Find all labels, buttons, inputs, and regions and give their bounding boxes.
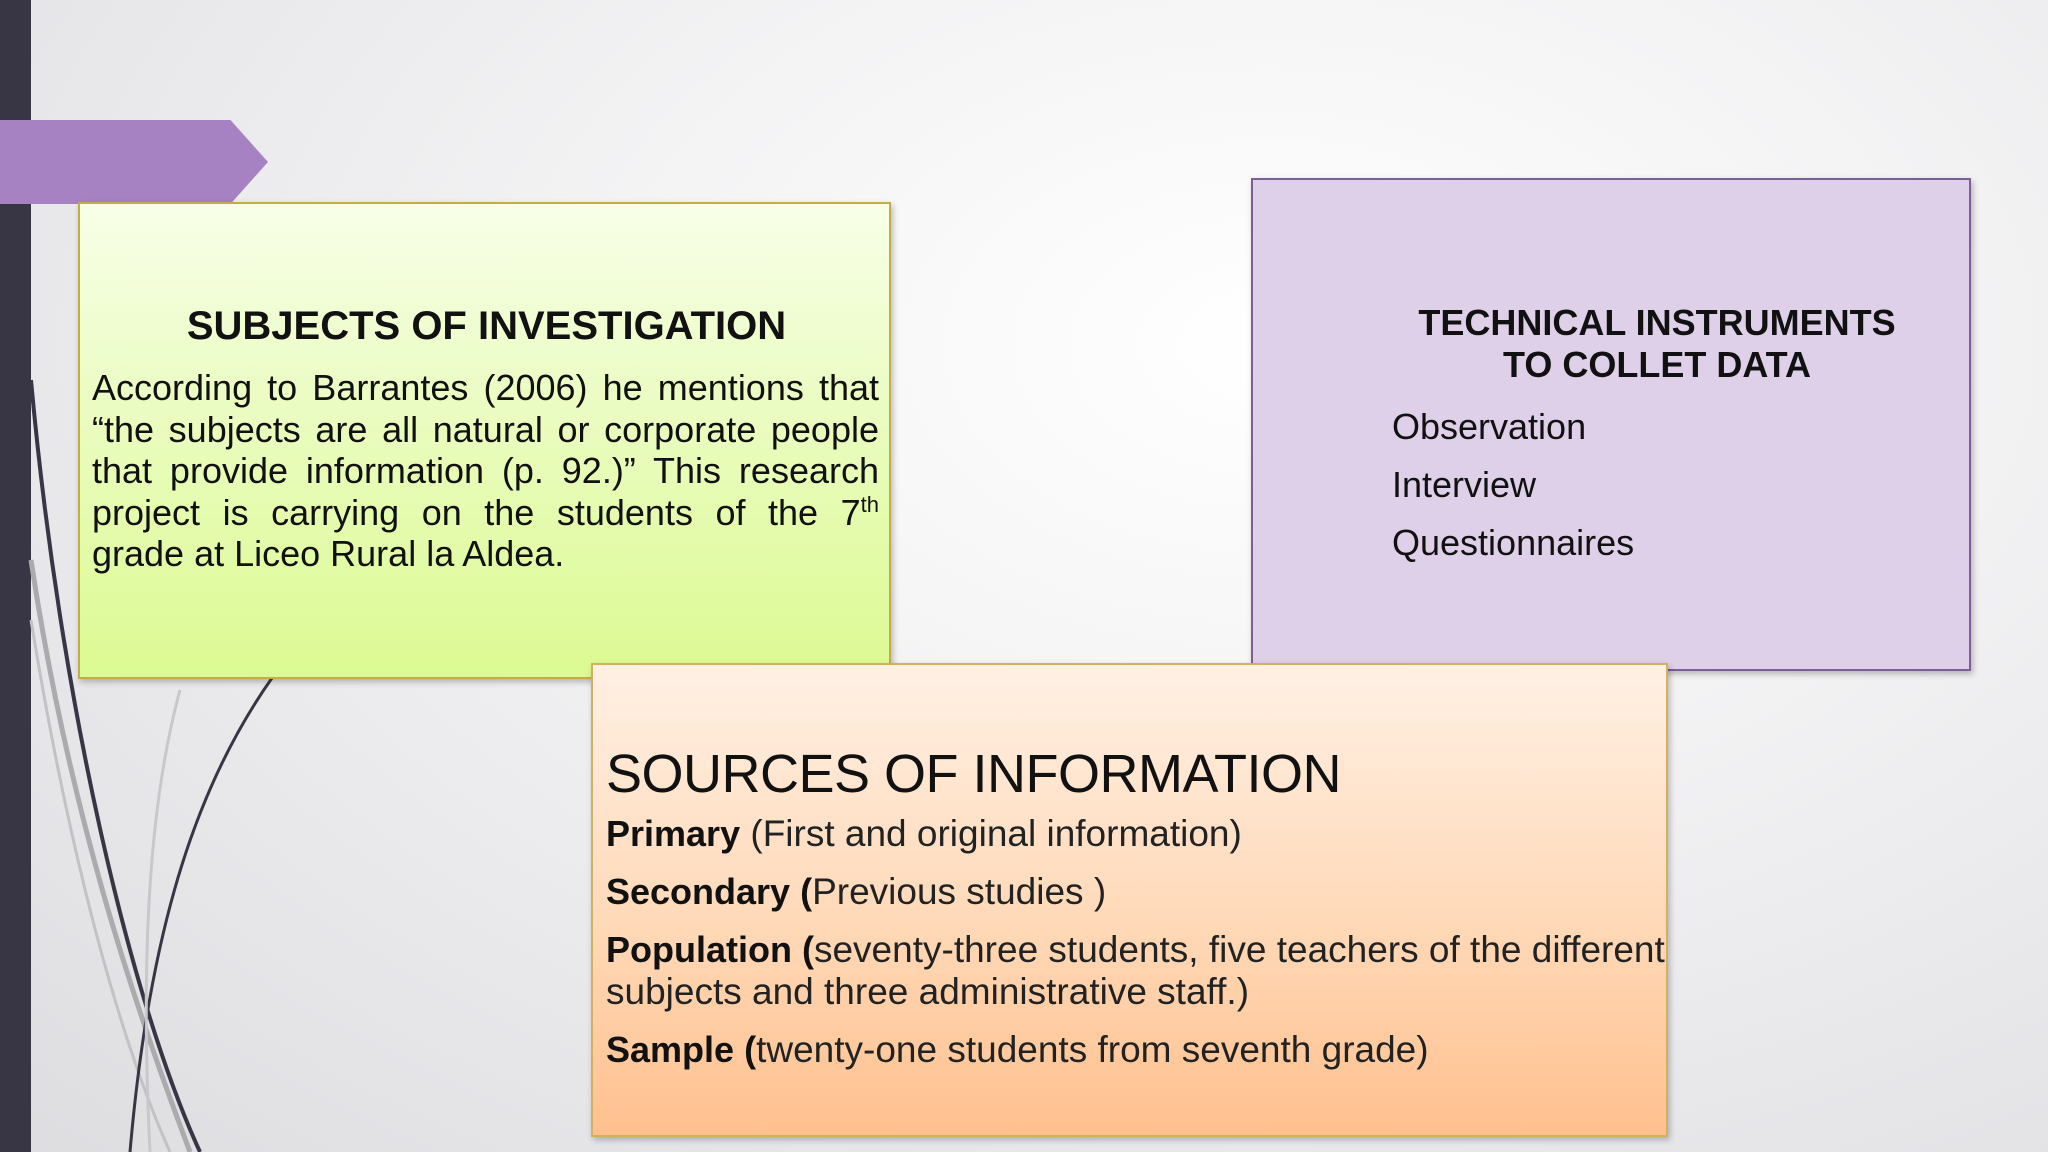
source-item-secondary (606, 871, 1766, 913)
source-label: Sample (606, 1029, 735, 1070)
source-label: Primary (606, 813, 741, 854)
instrument-item: Observation (1392, 406, 1587, 447)
source-description: (First and original information) (750, 813, 1242, 854)
source-description: seventy-three students, five teachers of the different (813, 929, 1665, 970)
subjects-box (78, 202, 891, 679)
source-label: Population (606, 929, 792, 970)
source-item-population (606, 929, 1766, 1013)
instruments-title (1334, 302, 1980, 386)
subjects-body-text-end: grade at Liceo Rural la Aldea. (92, 533, 565, 574)
source-description: Previous studies ) (812, 871, 1107, 912)
source-item-sample (606, 1029, 1766, 1071)
subjects-body-text: According to Barrantes (2006) he mentions that “the subjects are all natural or corporate people that provide information (p. 92.)” This research project is carrying on the students of the 7 (92, 367, 879, 533)
source-separator: ( (790, 871, 813, 912)
instrument-item: Questionnaires (1392, 522, 1635, 563)
source-description: twenty-one students from seventh grade) (756, 1029, 1429, 1070)
purple-accent-tab (0, 120, 268, 204)
source-separator: ( (734, 1029, 757, 1070)
ordinal-superscript: th (860, 491, 879, 517)
subjects-title: SUBJECTS OF INVESTIGATION (186, 304, 787, 348)
instruments-list (1392, 398, 1634, 572)
subjects-body (92, 367, 879, 575)
source-separator (740, 813, 750, 854)
source-separator: ( (791, 929, 814, 970)
source-item-primary (606, 813, 1766, 855)
sources-list (606, 813, 1766, 1087)
source-label: Secondary (606, 871, 791, 912)
instruments-title-line2: TO COLLET DATA (1503, 344, 1811, 385)
sources-title: SOURCES OF INFORMATION (606, 744, 1342, 804)
instruments-title-line1: TECHNICAL INSTRUMENTS (1418, 302, 1896, 343)
instrument-item: Interview (1392, 464, 1537, 505)
source-description-continued: subjects and three administrative staff.) (606, 971, 1250, 1012)
